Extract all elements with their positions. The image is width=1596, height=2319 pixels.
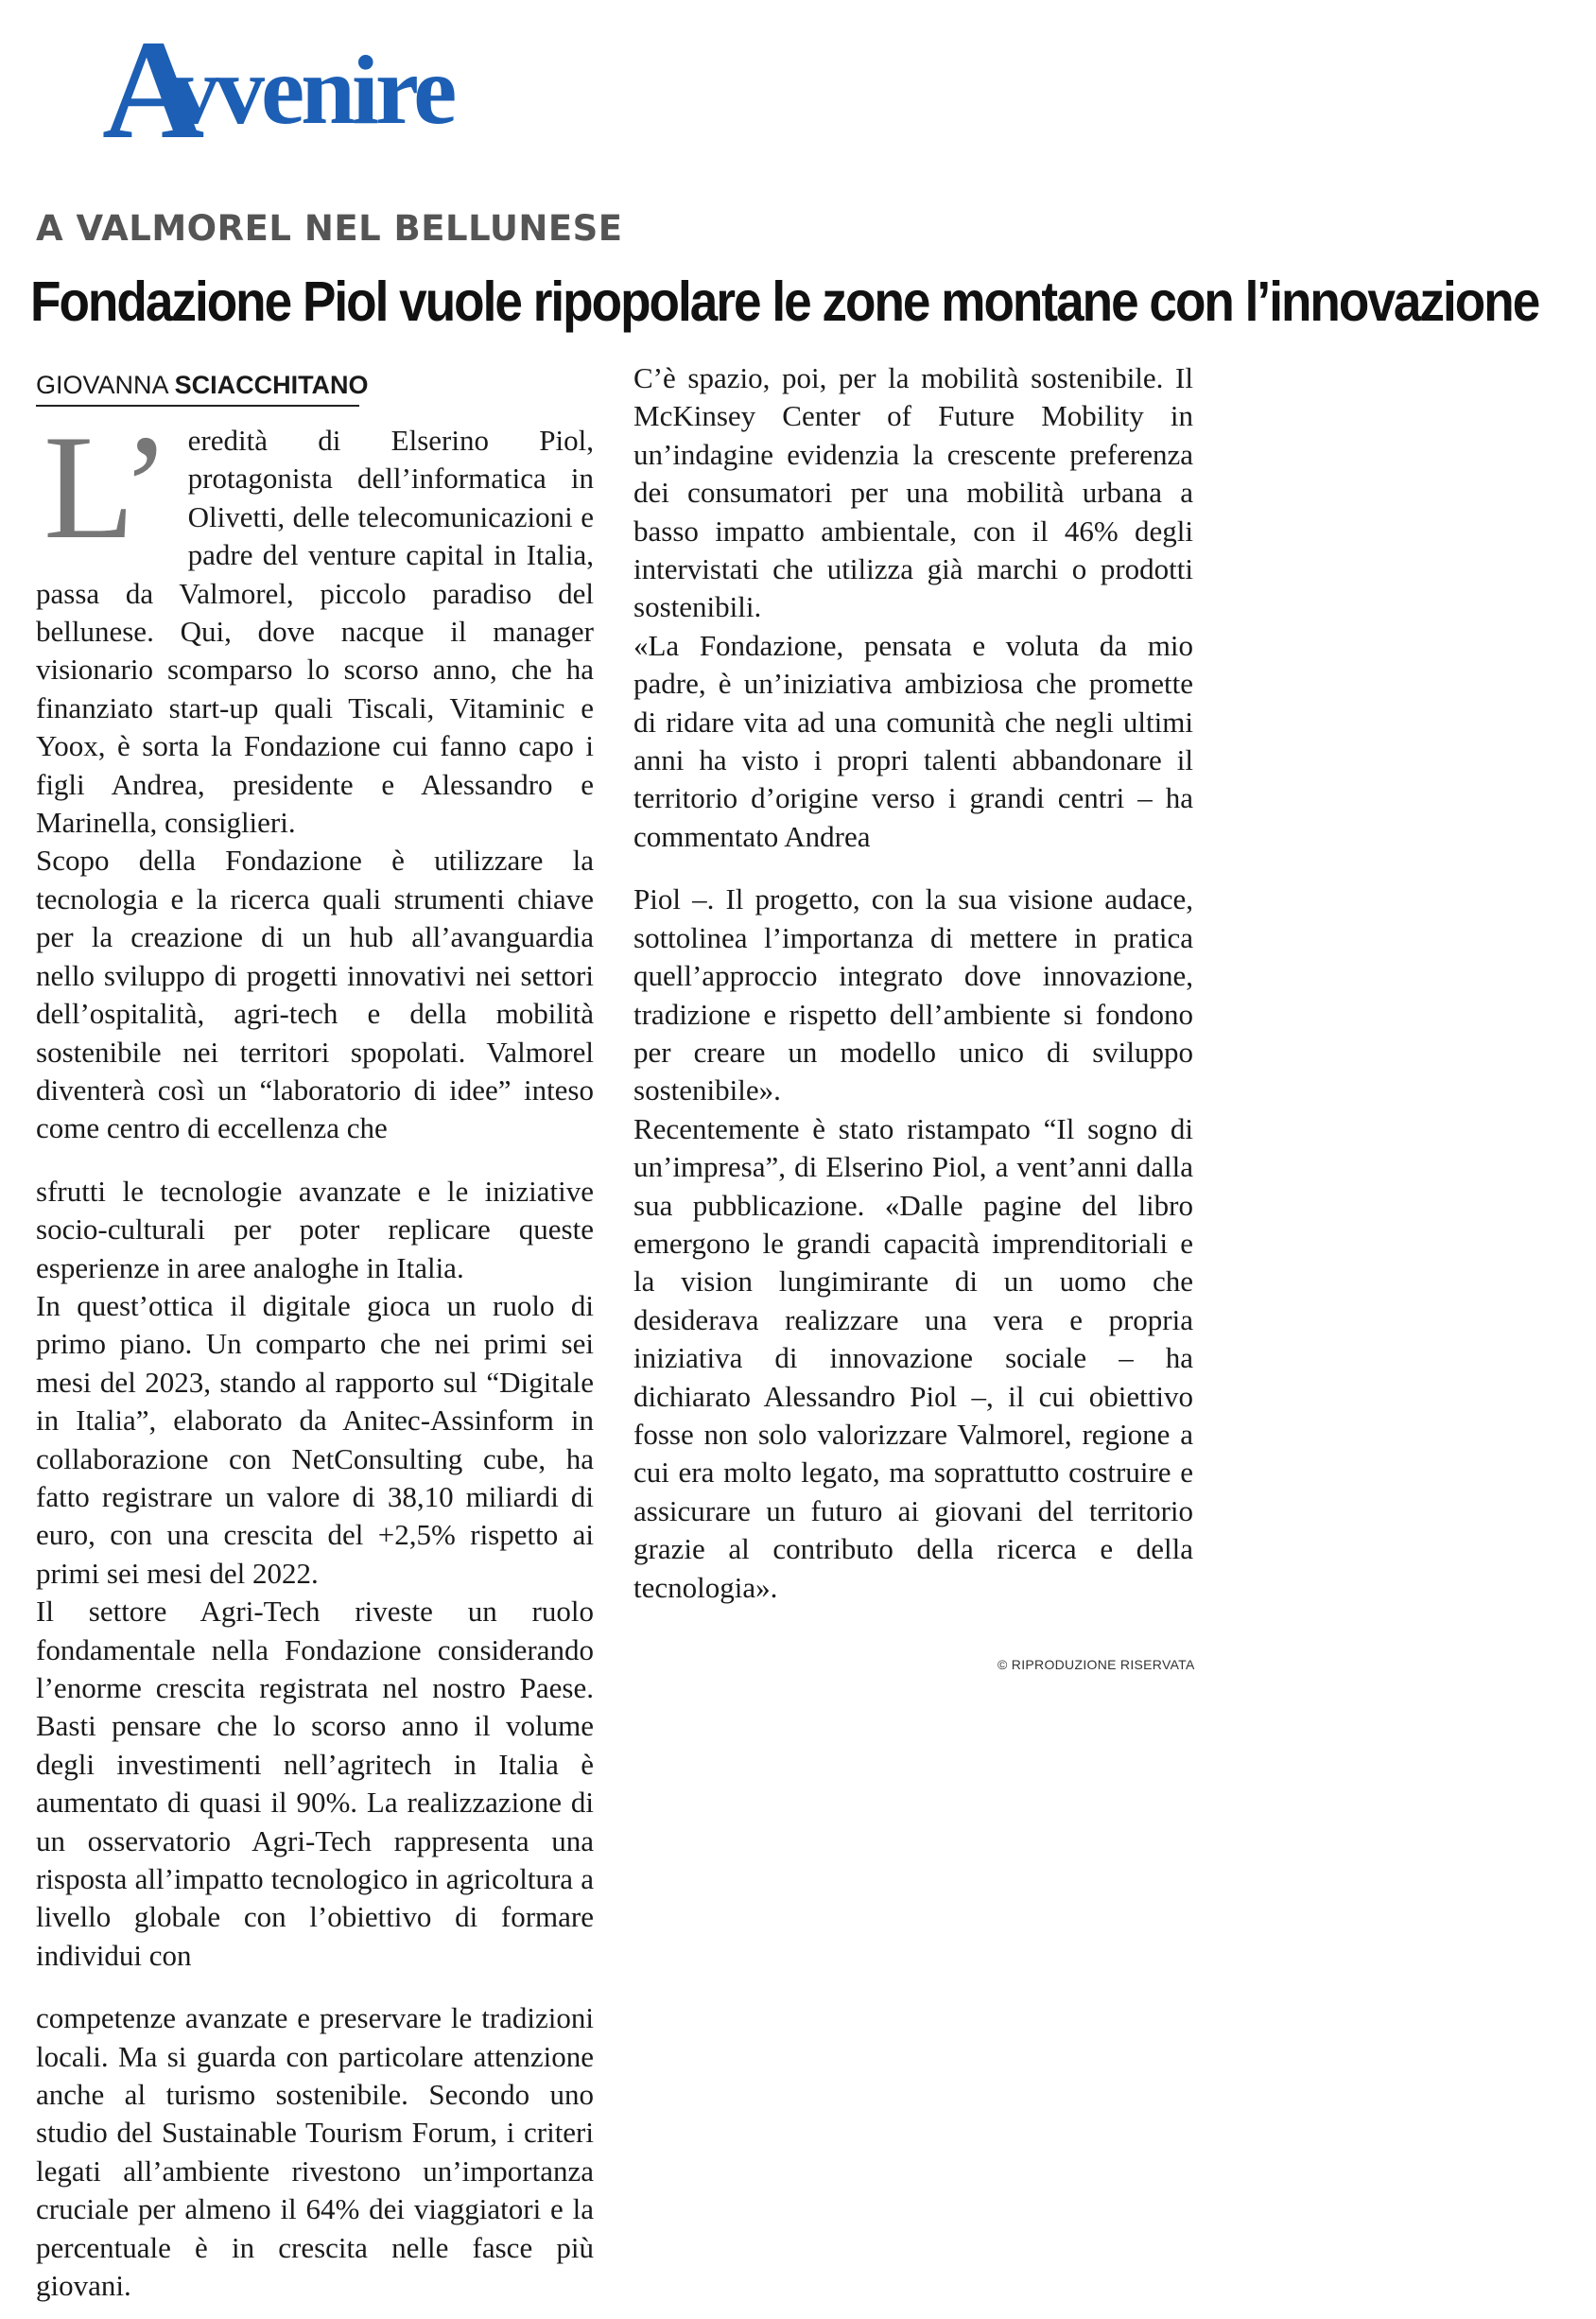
paragraph: Piol –. Il progetto, con la sua visione audace, sottolinea l’importanza di mettere in pratica quell’approccio integrato dove innovazione, tradizione e rispetto dell’ambiente si fondono per creare un modello unico di sviluppo sostenibile». — [633, 882, 1193, 1107]
paragraph: Il settore Agri-Tech riveste un ruolo fondamentale nella Fondazione considerando l’enorme crescita registrata nel nostro Paese. Basti pensare che lo scorso anno il volume degli investimenti nell’agritech in Italia è aumentato di quasi il 90%. La realizzazione di un osservatorio Agri-Tech rappresenta una risposta all’impatto tecnologico in agricoltura a livello globale con l’obiettivo di formare individui con — [36, 1595, 594, 1972]
article-byline — [36, 369, 369, 407]
paragraph: competenze avanzate e preservare le tradizioni locali. Ma si guarda con particolare attenzione anche al turismo sostenibile. Secondo uno studio del Sustainable Tourism Forum, i criteri legati all’ambiente rivestono un’importanza cruciale per almeno il 64% dei viaggiatori e la percentuale è in crescita nelle fasce più giovani. — [36, 2001, 594, 2303]
logo-initial: A — [102, 11, 200, 168]
paragraph: Recentemente è stato ristampato “Il sogno di un’impresa”, di Elserino Piol, a vent’anni dalla sua pubblicazione. «Dalle pagine del libro emergono le grandi capacità imprenditoriali e la vision lungimirante di un uomo che desiderava realizzare una vera e propria iniziativa di innovazione sociale – ha dichiarato Alessandro Piol –, il cui obiettivo fosse non solo valorizzare Valmorel, regione a cui era molto legato, ma soprattutto costruire e assicurare un futuro ai giovani del territorio grazie al contributo della ricerca e della tecnologia». — [633, 1111, 1193, 1604]
paragraph: sfrutti le tecnologie avanzate e le iniziative socio-culturali per poter replicare queste esperienze in aree analoghe in Italia. — [36, 1174, 594, 1284]
paragraph: eredità di Elserino Piol, protagonista dell’informatica in Olivetti, delle telecomunicazioni e padre del venture capital in Italia, passa da Valmorel, piccolo paradiso del bellunese. Qui, dove nacque il manager visionario scomparso lo scorso anno, che ha finanziato start-up quali Tiscali, Vitaminic e Yoox, è sorta la Fondazione cui fanno capo i figli Andrea, presidente e Alessandro e Marinella, consiglieri. — [36, 424, 594, 840]
article-column-left — [36, 405, 594, 2306]
paragraph: Scopo della Fondazione è utilizzare la tecnologia e la ricerca quali strumenti chiave per la creazione di un hub all’avanguardia nello sviluppo di progetti innovativi nei settori dell’ospitalità, agri-tech e della mobilità sostenibile nei territori spopolati. Valmorel diventerà così un “laboratorio di idee” inteso come centro di eccellenza che — [36, 844, 594, 1145]
paragraph: C’è spazio, poi, per la mobilità sostenibile. Il McKinsey Center of Future Mobility in un’indagine evidenzia la crescente preferenza dei consumatori per una mobilità urbana a basso impatto ambientale, con il 46% degli intervistati che utilizza già marchi o prodotti sostenibili. — [633, 361, 1193, 624]
copyright-notice: © RIPRODUZIONE RISERVATA — [998, 1657, 1195, 1672]
article-headline: Fondazione Piol vuole ripopolare le zone montane con l’innovazione — [30, 270, 1539, 333]
logo-wordmark: vvenire — [170, 36, 454, 145]
article-kicker: A VALMOREL NEL BELLUNESE — [36, 208, 623, 249]
drop-cap: L’ — [43, 405, 171, 570]
byline-first-name: GIOVANNA — [36, 371, 168, 399]
paragraph: «La Fondazione, pensata e voluta da mio padre, è un’iniziativa ambiziosa che promette di ridare vita ad una comunità che negli ultimi anni ha visto i propri talenti abbandonare il territorio d’origine verso i grandi centri – ha commentato Andrea — [633, 628, 1193, 853]
newspaper-logo — [102, 11, 454, 168]
byline-last-name: SCIACCHITANO — [174, 371, 369, 399]
paragraph: In quest’ottica il digitale gioca un ruolo di primo piano. Un comparto che nei primi sei mesi del 2023, stando al rapporto sul “Digitale in Italia”, elaborato da Anitec-Assinform in collaborazione con NetConsulting cube, ha fatto registrare un valore di 38,10 miliardi di euro, con una crescita del +2,5% rispetto ai primi sei mesi del 2022. — [36, 1288, 594, 1590]
article-column-right — [633, 359, 1193, 1607]
